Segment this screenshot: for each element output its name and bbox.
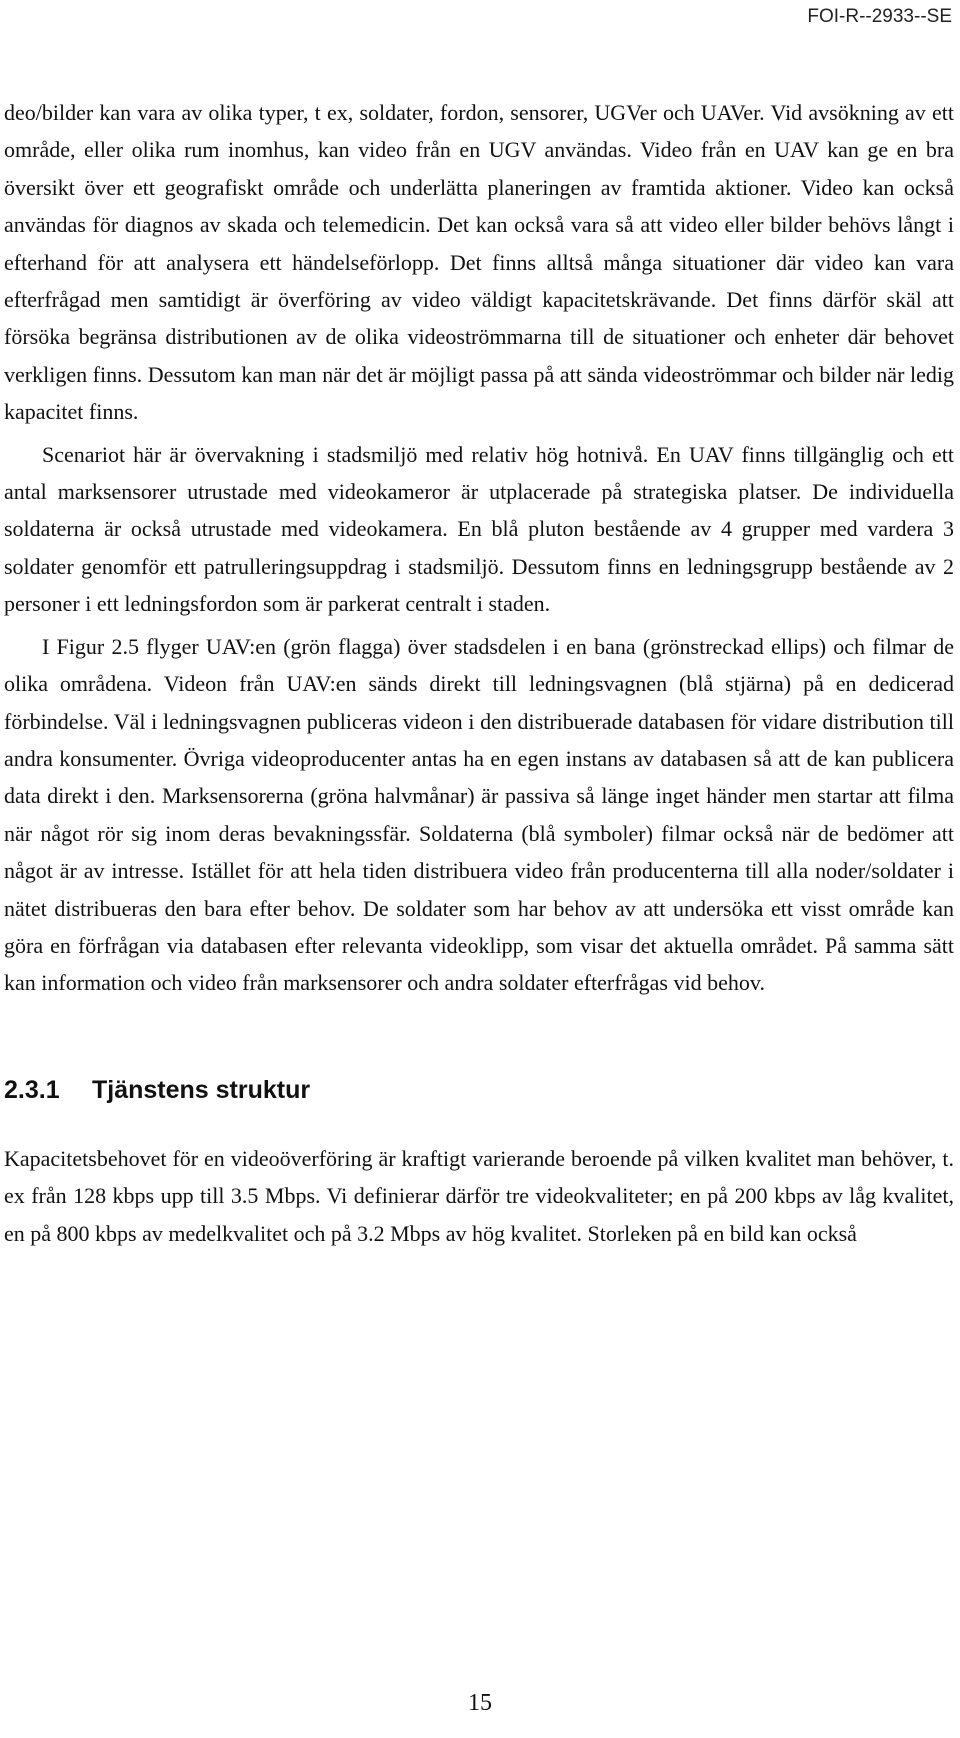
section-number: 2.3.1 [4, 1075, 60, 1104]
report-id: FOI-R--2933--SE [807, 6, 952, 27]
page-body [4, 94, 954, 1252]
section-title: Tjänstens struktur [92, 1075, 311, 1104]
body-paragraph-2: Scenariot här är övervakning i stadsmiljö med relativ hög hotnivå. En UAV finns tillgänglig och ett antal marksensorer utrustade med videokameror är utplacerade på strategiska platser. De individuella soldaterna är också utrustade med videokamera. En blå pluton bestående av 4 grupper med vardera 3 soldater genomför ett patrulleringsuppdrag i stadsmiljö. Dessutom finns en ledningsgrupp bestående av 2 personer i ett ledningsfordon som är parkerat centralt i staden. [4, 441, 954, 617]
section-heading [4, 1070, 954, 1110]
section-paragraph: Kapacitetsbehovet för en videoöverföring är kraftigt varierande beroende på vilken kvalitet man behöver, t. ex från 128 kbps upp till 3.5 Mbps. Vi definierar därför tre videokvaliteter; en på 200 kbps av låg kvalitet, en på 800 kbps av medelkvalitet och på 3.2 Mbps av hög kvalitet. Storleken på en bild kan också [4, 1145, 954, 1246]
page-number: 15 [468, 1690, 492, 1716]
body-paragraph-3: I Figur 2.5 flyger UAV:en (grön flagga) över stadsdelen i en bana (grönstreckad ellips) och filmar de olika områdena. Videon från UAV:en sänds direkt till ledningsvagnen (blå stjärna) på en dedicerad förbindelse. Väl i ledningsvagnen publiceras videon i den distribuerade databasen för vidare distribution till andra konsumenter. Övriga videoproducenter antas ha en egen instans av databasen så att de kan publicera data direkt i den. Marksensorerna (gröna halvmånar) är passiva så länge inget händer men startar att filma när något rör sig inom deras bevakningssfär. Soldaterna (blå symboler) filmar också när de bedömer att något är av intresse. Istället för att hela tiden distribuera video från producenterna till alla noder/soldater i nätet distribueras den bara efter behov. De soldater som har behov av att undersöka ett visst område kan göra en förfrågan via databasen efter relevanta videoklipp, som visar det aktuella området. På samma sätt kan information och video från marksensorer och andra soldater efterfrågas vid behov. [4, 633, 954, 996]
body-paragraph-1: deo/bilder kan vara av olika typer, t ex, soldater, fordon, sensorer, UGVer och UAVer. Vid avsökning av ett område, eller olika rum inomhus, kan video från en UGV användas. Video från en UAV kan ge en bra översikt över ett geografiskt område och underlätta planeringen av framtida aktioner. Video kan också användas för diagnos av skada och telemedicin. Det kan också vara så att video eller bilder behövs långt i efterhand för att analysera ett händelseförlopp. Det finns alltså många situationer där video kan vara efterfrågad men samtidigt är överföring av video väldigt kapacitetskrävande. Det finns därför skäl att försöka begränsa distributionen av de olika videoströmmarna till de situationer och enheter där behovet verkligen finns. Dessutom kan man när det är möjligt passa på att sända videoströmmar och bilder när ledig kapacitet finns. [4, 100, 954, 425]
